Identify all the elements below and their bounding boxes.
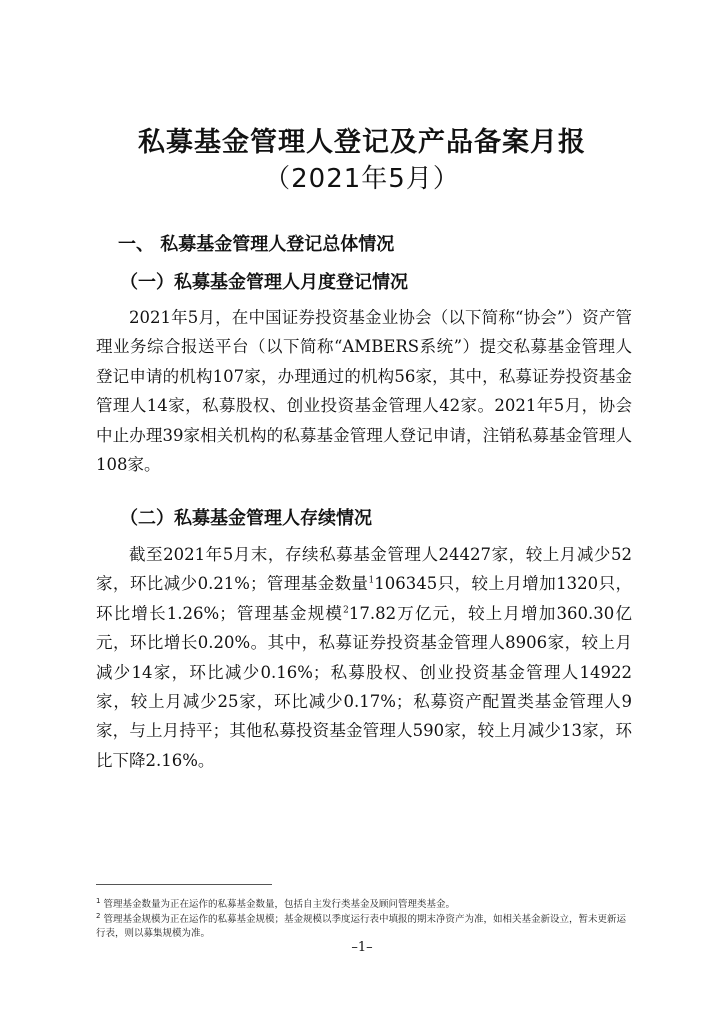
paragraph-text-part: 106345只，较上月增加1320只，环比增长1.26%；管理基金规模 bbox=[96, 574, 632, 623]
page-number: –1– bbox=[351, 940, 373, 955]
report-title: 私募基金管理人登记及产品备案月报 bbox=[138, 127, 586, 158]
paragraph-text-part: 17.82万亿元，较上月增加360.30亿元，环比增长0.20%。其中，私募证券投资基金管理人8906家，较上月减少14家，环比减少0.16%；私募股权、创业投资基金管理人14922家，较上月减少25家，环比减少0.17%；私募资产配置类基金管理人9家，与上月持平；其他私募投资基金管理人590家，较上月减少13家，环比下降2.16%。 bbox=[96, 603, 632, 770]
paragraph-existing-managers bbox=[96, 540, 632, 775]
footnote-text: 管理基金规模为正在运作的私募基金规模；基金规模以季度运行表中填报的期末净资产为准，如相关基金新设立，暂未更新运行表，则以募集规模为准。 bbox=[96, 914, 626, 940]
report-period: （2021年5月） bbox=[264, 164, 460, 194]
footnote-mark: 1 bbox=[96, 897, 101, 905]
paragraph-text-part: 截至2021年5月末，存续私募基金管理人24427家，较上月减少52家，环比减少0.21%；管理基金数量 bbox=[96, 545, 632, 594]
subsection-heading-existing-managers: （二）私募基金管理人存续情况 bbox=[120, 508, 372, 529]
footnote-2 bbox=[96, 909, 632, 941]
footnote-reference[interactable]: 2 bbox=[343, 605, 349, 616]
footnote-reference[interactable]: 1 bbox=[368, 575, 375, 586]
paragraph-monthly-registration: 2021年5月，在中国证券投资基金业协会（以下简称“协会”）资产管理业务综合报送平台（以下简称“AMBERS系统”）提交私募基金管理人登记申请的机构107家，办理通过的机构56家，其中，私募证券投资基金管理人14家，私募股权、创业投资基金管理人42家。2021年5月，协会中止办理39家相关机构的私募基金管理人登记申请，注销私募基金管理人108家。 bbox=[96, 308, 632, 475]
footnote-mark: 2 bbox=[96, 912, 101, 920]
footnote-text: 管理基金数量为正在运作的私募基金数量，包括自主发行类基金及顾问管理类基金。 bbox=[103, 899, 455, 911]
subsection-heading-monthly-registration: （一）私募基金管理人月度登记情况 bbox=[120, 272, 408, 293]
footnote-divider bbox=[96, 884, 272, 885]
section-heading-1: 一、 私募基金管理人登记总体情况 bbox=[118, 234, 395, 255]
